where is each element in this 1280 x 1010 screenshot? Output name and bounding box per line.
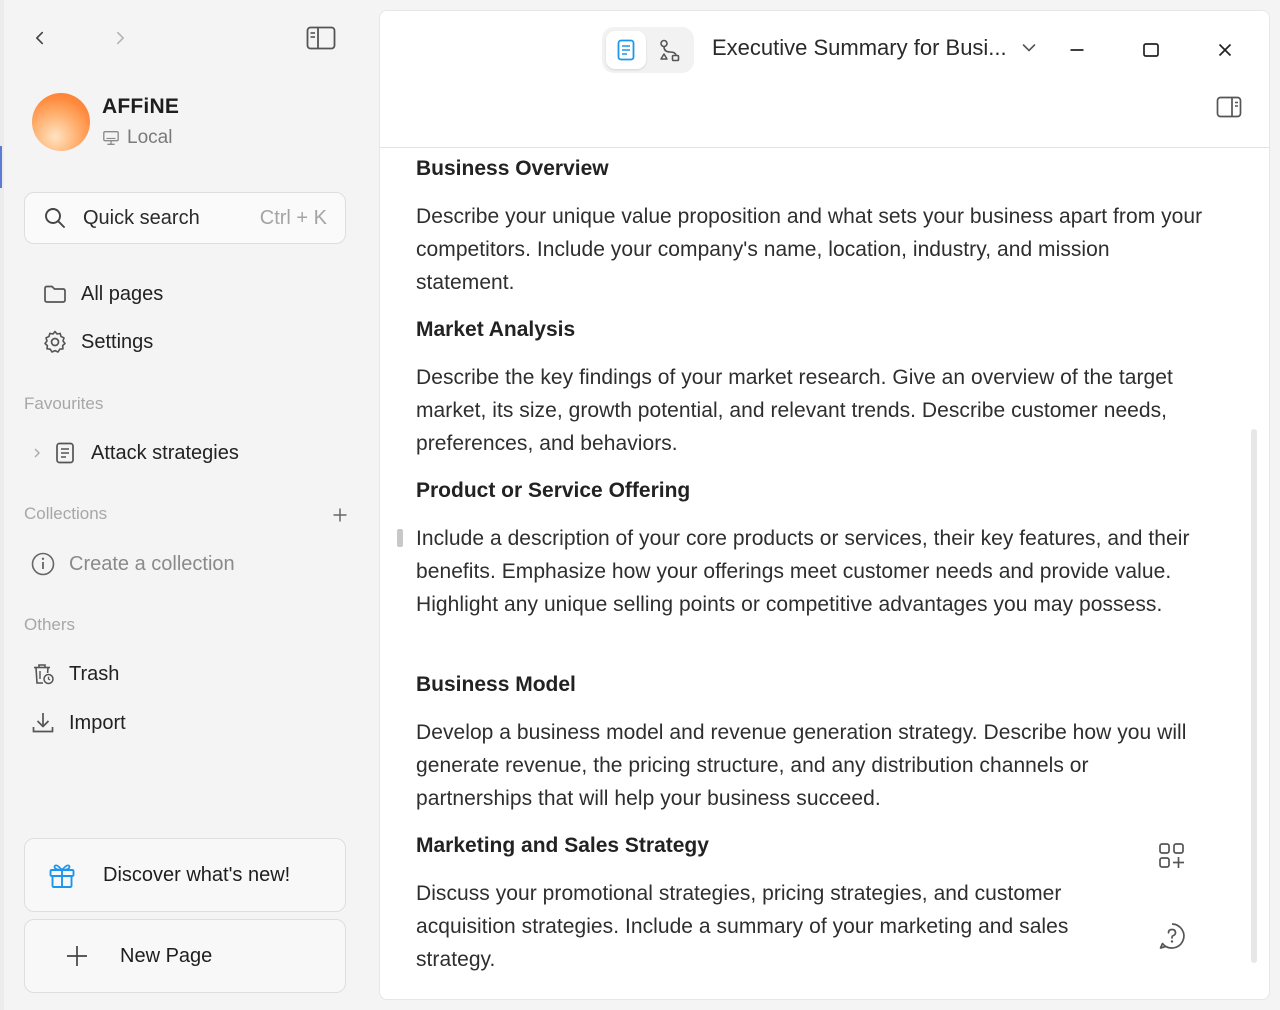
maximize-icon <box>1142 41 1160 59</box>
section-heading[interactable]: Market Analysis <box>416 318 576 341</box>
chevron-right-icon <box>111 29 129 47</box>
discover-whats-new-button[interactable] <box>24 838 346 912</box>
folder-icon <box>42 281 68 307</box>
sidebar-item-attack-strategies[interactable] <box>22 433 332 473</box>
doc-section <box>416 153 1206 299</box>
sidebar-item-label: All pages <box>81 282 164 305</box>
chevron-right-small-icon <box>32 447 42 459</box>
new-page-button[interactable] <box>24 919 346 993</box>
section-heading[interactable]: Business Model <box>416 673 576 696</box>
search-icon <box>43 206 67 230</box>
sidebar <box>0 0 372 1010</box>
help-icon <box>1157 921 1187 951</box>
section-heading[interactable]: Marketing and Sales Strategy <box>416 834 709 857</box>
sidebar-toggle-button[interactable] <box>306 24 336 52</box>
right-panel-icon <box>1216 96 1242 118</box>
trash-icon <box>30 661 56 687</box>
workspace-name: AFFiNE <box>102 95 180 118</box>
section-paragraph[interactable]: Include a description of your core products or services, their key features, and their benefits. Emphasize how your offerings meet customer needs and provide value. Highlight any unique selling points or competitive advantages you may possess. <box>416 527 1190 616</box>
chevron-left-icon <box>31 29 49 47</box>
collections-label: Collections <box>24 504 108 523</box>
section-heading[interactable]: Business Overview <box>416 157 609 180</box>
doc-section <box>416 314 1206 460</box>
page-mode-button[interactable] <box>606 31 646 69</box>
editor-mode-switch <box>602 27 694 73</box>
page-mode-icon <box>614 38 638 62</box>
sidebar-item-label: Import <box>69 711 126 734</box>
new-page-label: New Page <box>120 944 213 967</box>
section-paragraph[interactable]: Describe the key findings of your market research. Give an overview of the target market, its size, growth potential, and relevant trends. Describe customer needs, preferences, and behaviors. <box>416 366 1173 455</box>
sidebar-item-label: Trash <box>69 662 120 685</box>
help-button[interactable] <box>1155 919 1189 953</box>
close-button[interactable] <box>1210 35 1240 65</box>
quick-search-label: Quick search <box>83 206 200 229</box>
discover-whats-new-label: Discover what's new! <box>103 863 291 886</box>
sidebar-item-import[interactable] <box>20 703 330 743</box>
doc-content <box>416 148 1206 998</box>
favourites-label: Favourites <box>24 394 104 413</box>
sidebar-item-settings[interactable] <box>32 322 342 362</box>
block-drag-handle[interactable] <box>397 529 403 547</box>
doc-section <box>416 669 1206 815</box>
sidebar-item-label: Attack strategies <box>91 441 239 464</box>
sidebar-item-label: Settings <box>81 330 154 353</box>
section-paragraph[interactable]: Describe your unique value proposition and what sets your business apart from your competitors. Include your company's name, location, industry, and mission statement. <box>416 205 1203 294</box>
editor-header <box>380 11 1270 148</box>
grid-plus-icon <box>1157 841 1187 871</box>
close-icon <box>1216 41 1234 59</box>
editor-window <box>379 10 1270 1000</box>
plus-icon <box>65 944 89 968</box>
maximize-button[interactable] <box>1136 35 1166 65</box>
doc-title[interactable]: Executive Summary for Busi... <box>712 35 1007 60</box>
section-heading[interactable]: Product or Service Offering <box>416 479 691 502</box>
others-label: Others <box>24 615 76 634</box>
workspace-location: Local <box>127 127 173 148</box>
local-computer-icon <box>102 129 120 147</box>
section-paragraph[interactable]: Develop a business model and revenue generation strategy. Describe how you will generate revenue, the pricing structure, and any distribution channels or partnerships that will help your business succeed. <box>416 721 1187 810</box>
sidebar-item-all-pages[interactable] <box>32 274 342 314</box>
sidebar-panel-icon <box>306 26 336 50</box>
minimize-icon <box>1068 41 1086 59</box>
right-sidebar-toggle-button[interactable] <box>1214 93 1244 121</box>
section-paragraph[interactable]: Discuss your promotional strategies, pricing strategies, and customer acquisition strategies. Include a summary of your marketing and sales strategy. <box>416 882 1069 971</box>
sidebar-item-trash[interactable] <box>20 654 330 694</box>
quick-search-shortcut: Ctrl + K <box>259 206 327 229</box>
forward-button[interactable] <box>106 24 134 52</box>
create-collection-button[interactable] <box>20 544 330 584</box>
workspace-avatar <box>32 93 90 151</box>
chevron-down-icon[interactable] <box>1020 39 1038 57</box>
more-blocks-button[interactable] <box>1155 839 1189 873</box>
minimize-button[interactable] <box>1062 35 1092 65</box>
gift-icon <box>47 860 77 890</box>
edgeless-mode-button[interactable] <box>650 31 690 69</box>
gear-icon <box>42 329 68 355</box>
doc-section <box>416 475 1206 621</box>
download-icon <box>30 710 56 736</box>
workspace-switcher[interactable] <box>32 92 332 152</box>
add-collection-button[interactable] <box>328 503 352 527</box>
page-icon <box>52 440 78 466</box>
plus-icon <box>332 507 348 523</box>
vertical-scrollbar[interactable] <box>1251 429 1257 963</box>
quick-search[interactable] <box>24 192 346 244</box>
info-icon <box>30 551 56 577</box>
edgeless-mode-icon <box>658 38 682 62</box>
back-button[interactable] <box>26 24 54 52</box>
create-collection-label: Create a collection <box>69 552 235 575</box>
doc-section <box>416 830 1146 976</box>
